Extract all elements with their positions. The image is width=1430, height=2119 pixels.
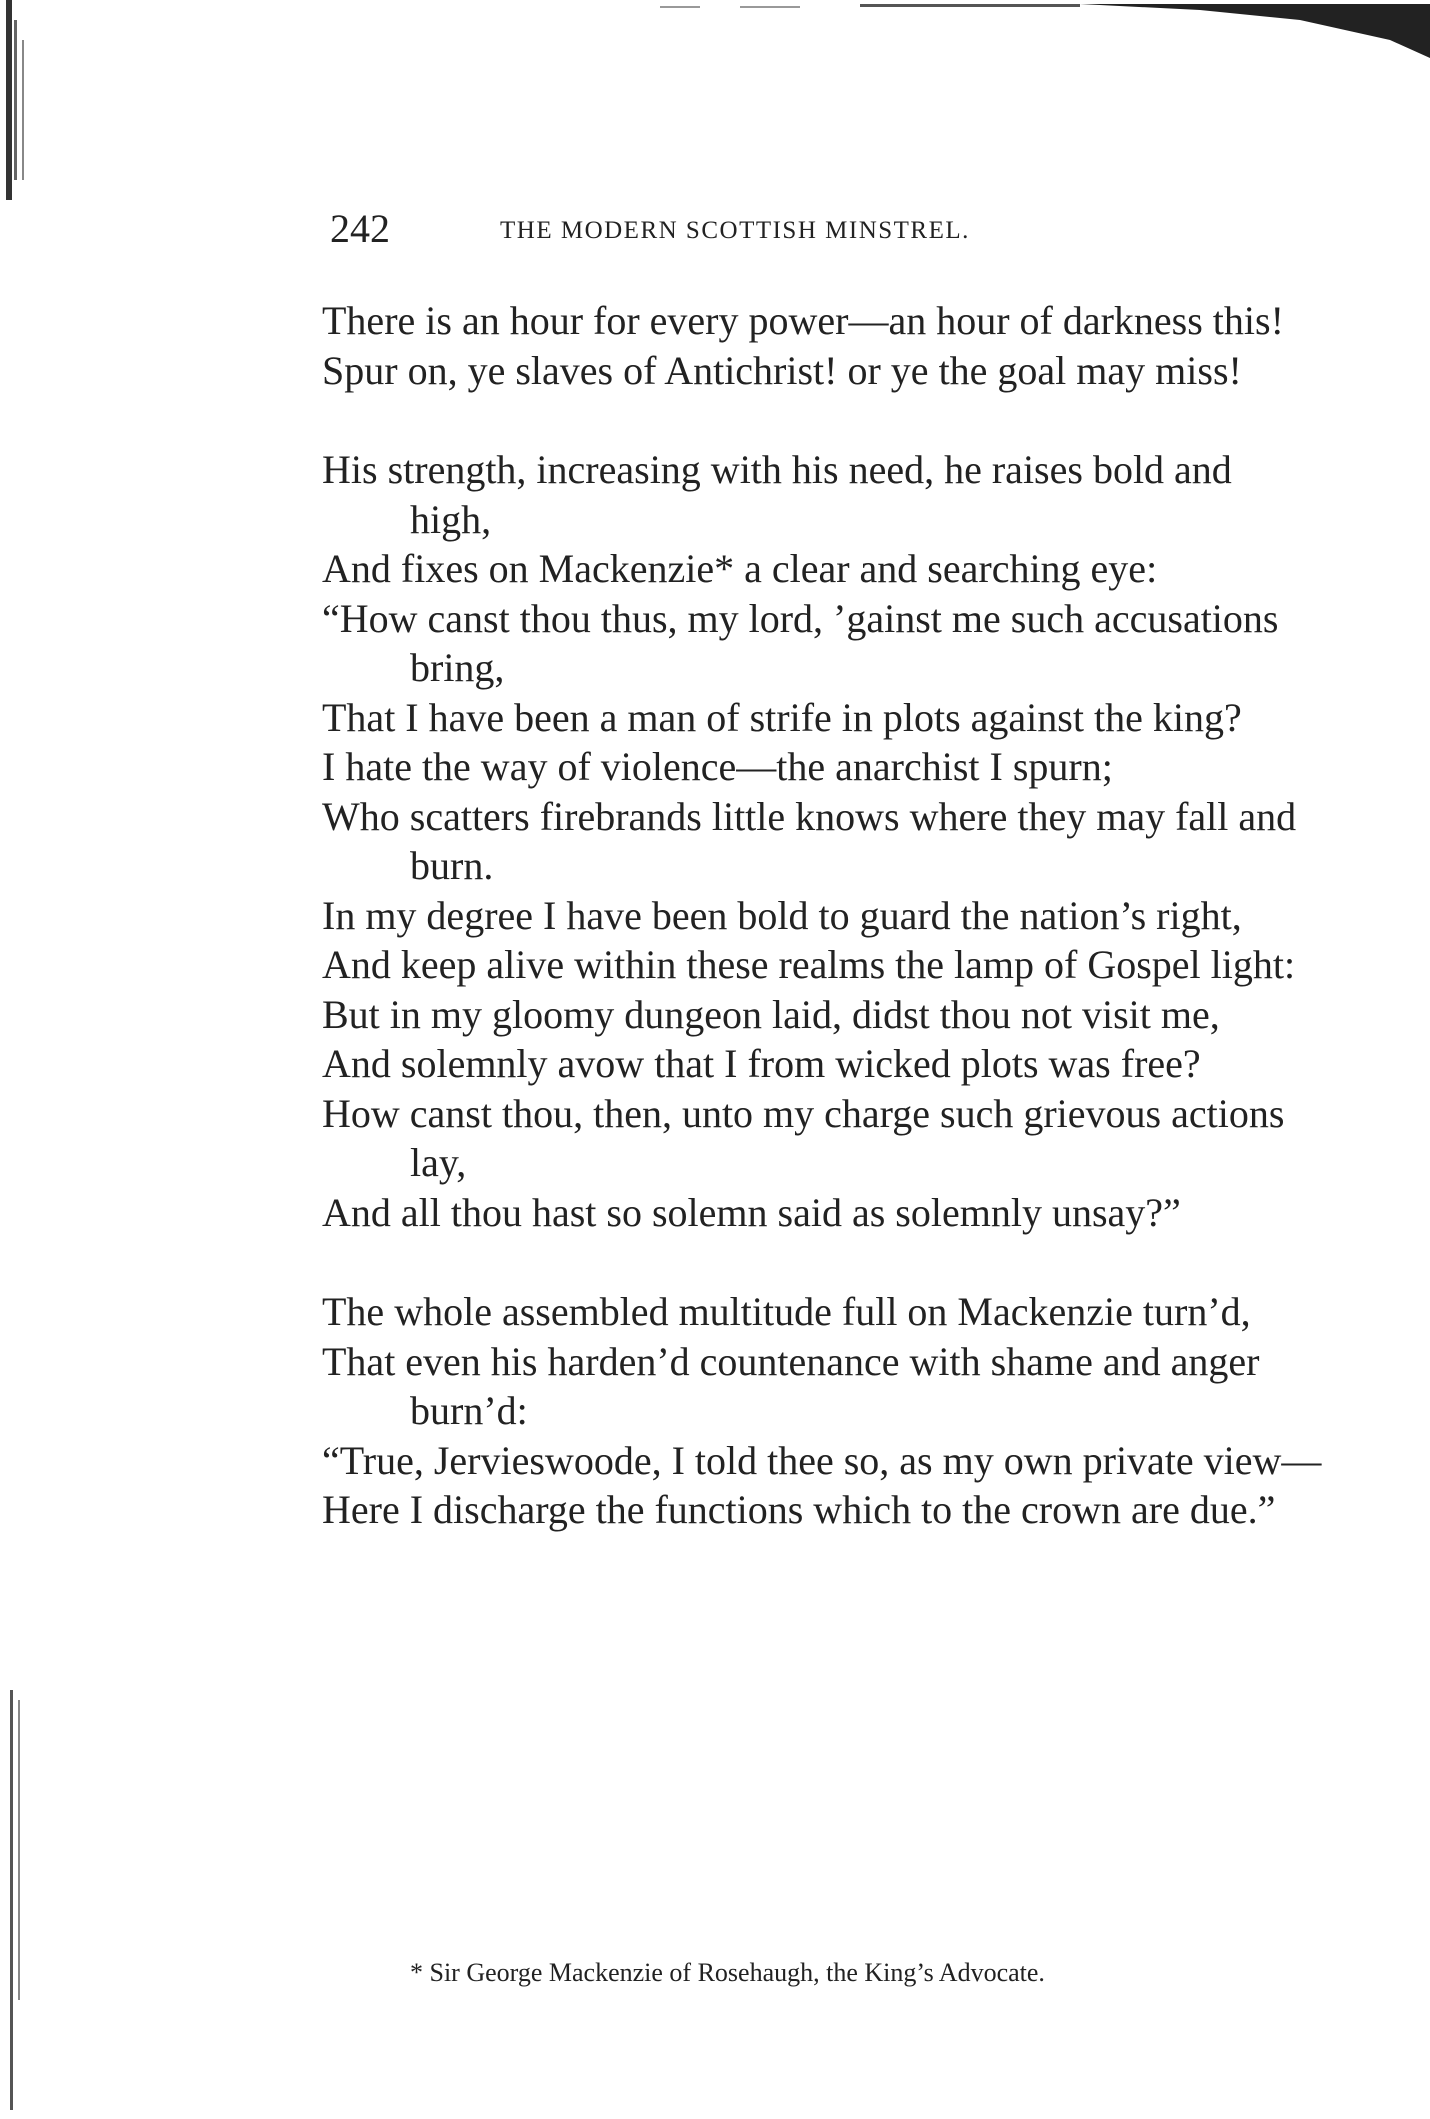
verse-line: His strength, increasing with his need, he raises bold and high, — [322, 447, 1232, 542]
verse-line: The whole assembled multitude full on Mackenzie turn’d, — [322, 1289, 1251, 1334]
poem-body — [322, 296, 1322, 1535]
verse-line: And solemnly avow that I from wicked plots was free? — [322, 1041, 1201, 1086]
verse-line: But in my gloomy dungeon laid, didst thou not visit me, — [322, 991, 1220, 1037]
stanza — [322, 1287, 1322, 1535]
page-number: 242 — [330, 206, 390, 251]
verse-line: I hate the way of violence—the anarchist I spurn; — [322, 744, 1113, 789]
scan-edge-left — [0, 0, 48, 2119]
verse-line: In my degree I have been bold to guard the nation’s right, — [322, 892, 1242, 938]
verse-line: “How canst thou thus, my lord, ’gainst me such accusations bring, — [322, 595, 1279, 690]
verse-line: That I have been a man of strife in plots against the king? — [322, 694, 1242, 740]
verse-line: And all thou hast so solemn said as solemnly unsay?” — [322, 1189, 1181, 1235]
footnote: * Sir George Mackenzie of Rosehaugh, the King’s Advocate. — [410, 1958, 1045, 1987]
verse-line: That even his harden’d countenance with shame and anger burn’d: — [322, 1338, 1260, 1433]
verse-line: Who scatters firebrands little knows where they may fall and burn. — [322, 793, 1297, 888]
stanza — [322, 296, 1322, 395]
verse-line: Here I discharge the functions which to the crown are due.” — [322, 1487, 1276, 1532]
verse-line: Spur on, ye slaves of Antichrist! or ye the goal may miss! — [322, 347, 1242, 393]
verse-line: There is an hour for every power—an hour of darkness this! — [322, 298, 1284, 343]
scan-edge-top — [600, 0, 1430, 60]
verse-line: And fixes on Mackenzie* a clear and searching eye: — [322, 546, 1158, 591]
stanza — [322, 445, 1322, 1237]
page-header — [330, 205, 1140, 255]
verse-line: “True, Jervieswoode, I told thee so, as my own private view— — [322, 1437, 1322, 1483]
running-title: THE MODERN SCOTTISH MINSTREL. — [500, 217, 970, 244]
verse-line: How canst thou, then, unto my charge such grievous actions lay, — [322, 1090, 1285, 1185]
verse-line: And keep alive within these realms the lamp of Gospel light: — [322, 942, 1296, 987]
